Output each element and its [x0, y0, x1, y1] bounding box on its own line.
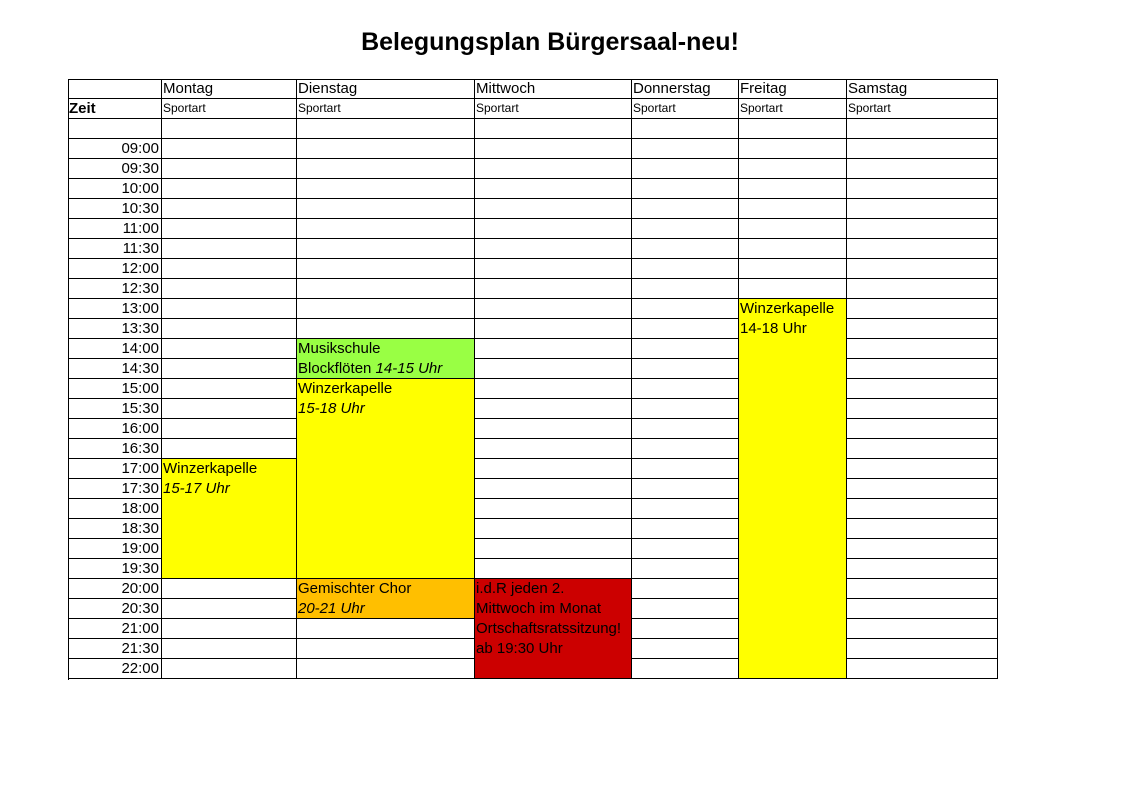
schedule-cell	[632, 279, 739, 299]
schedule-cell	[475, 239, 632, 259]
schedule-cell	[847, 559, 998, 579]
sportart-label: Sportart	[739, 99, 847, 119]
schedule-cell	[632, 639, 739, 659]
schedule-cell	[739, 259, 847, 279]
schedule-cell	[162, 639, 297, 659]
schedule-cell	[475, 439, 632, 459]
schedule-cell	[632, 379, 739, 399]
day-header-dienstag: Dienstag	[297, 79, 475, 99]
schedule-cell	[847, 259, 998, 279]
spacer-cell	[739, 119, 847, 139]
schedule-cell	[162, 339, 297, 359]
schedule-cell	[632, 179, 739, 199]
schedule-cell	[162, 199, 297, 219]
time-label: 15:30	[68, 399, 162, 419]
time-label: 12:30	[68, 279, 162, 299]
header-corner-cell	[68, 79, 162, 99]
time-label: 16:30	[68, 439, 162, 459]
time-label: 20:30	[68, 599, 162, 619]
day-header-mittwoch: Mittwoch	[475, 79, 632, 99]
schedule-cell	[632, 339, 739, 359]
schedule-cell	[162, 579, 297, 599]
schedule-cell	[847, 359, 998, 379]
schedule-cell	[847, 639, 998, 659]
schedule-cell	[162, 259, 297, 279]
spacer-cell	[297, 119, 475, 139]
schedule-cell	[847, 439, 998, 459]
schedule-cell	[162, 279, 297, 299]
schedule-cell	[847, 499, 998, 519]
sportart-label: Sportart	[162, 99, 297, 119]
time-label: 09:00	[68, 139, 162, 159]
schedule-cell	[475, 359, 632, 379]
schedule-cell	[297, 159, 475, 179]
event-text-line: Blockflöten 14-15 Uhr	[298, 360, 443, 377]
schedule-cell	[632, 579, 739, 599]
time-label: 13:30	[68, 319, 162, 339]
schedule-cell	[739, 279, 847, 299]
schedule-cell	[475, 259, 632, 279]
schedule-cell	[632, 319, 739, 339]
day-header-donnerstag: Donnerstag	[632, 79, 739, 99]
schedule-cell	[847, 619, 998, 639]
schedule-cell	[847, 159, 998, 179]
schedule-cell	[297, 259, 475, 279]
schedule-cell	[847, 279, 998, 299]
schedule-cell	[847, 459, 998, 479]
time-label: 10:00	[68, 179, 162, 199]
schedule-cell	[475, 179, 632, 199]
event-ortschaftsratssitzung	[474, 578, 632, 679]
event-text-line: Musikschule	[298, 340, 381, 357]
schedule-cell	[632, 619, 739, 639]
event-text-line: 14-18 Uhr	[740, 320, 807, 337]
schedule-cell	[847, 519, 998, 539]
sportart-label: Sportart	[632, 99, 739, 119]
time-label: 21:00	[68, 619, 162, 639]
schedule-cell	[475, 459, 632, 479]
schedule-cell	[475, 519, 632, 539]
schedule-cell	[162, 239, 297, 259]
schedule-cell	[297, 639, 475, 659]
schedule-cell	[162, 159, 297, 179]
spacer-cell	[632, 119, 739, 139]
schedule-cell	[297, 619, 475, 639]
time-label: 22:00	[68, 659, 162, 679]
schedule-cell	[475, 319, 632, 339]
schedule-cell	[162, 439, 297, 459]
schedule-cell	[847, 579, 998, 599]
event-text-line: i.d.R jeden 2.	[476, 580, 565, 597]
event-text-line: Winzerkapelle	[298, 380, 393, 397]
schedule-cell	[162, 419, 297, 439]
schedule-cell	[847, 379, 998, 399]
schedule-cell	[847, 419, 998, 439]
schedule-cell	[632, 199, 739, 219]
spacer-cell	[475, 119, 632, 139]
event-text-line: 20-21 Uhr	[298, 600, 365, 617]
event-winzerkapelle-montag	[161, 458, 297, 579]
time-label: 14:00	[68, 339, 162, 359]
schedule-cell	[475, 419, 632, 439]
schedule-cell	[847, 299, 998, 319]
schedule-cell	[162, 659, 297, 679]
schedule-cell	[632, 439, 739, 459]
event-text-line: Winzerkapelle	[740, 300, 835, 317]
schedule-cell	[297, 239, 475, 259]
event-winzerkapelle-dienstag	[296, 378, 475, 579]
schedule-cell	[847, 199, 998, 219]
zeit-header: Zeit	[68, 99, 162, 119]
schedule-cell	[475, 219, 632, 239]
time-label: 13:00	[68, 299, 162, 319]
schedule-cell	[475, 299, 632, 319]
time-label: 15:00	[68, 379, 162, 399]
schedule-cell	[162, 299, 297, 319]
schedule-cell	[475, 399, 632, 419]
schedule-cell	[162, 379, 297, 399]
page-title: Belegungsplan Bürgersaal-neu!	[361, 28, 739, 56]
time-label: 18:00	[68, 499, 162, 519]
spacer-cell	[847, 119, 998, 139]
time-label: 16:00	[68, 419, 162, 439]
schedule-cell	[847, 239, 998, 259]
event-text-line: Gemischter Chor	[298, 580, 412, 597]
schedule-cell	[162, 399, 297, 419]
schedule-cell	[847, 219, 998, 239]
schedule-cell	[162, 359, 297, 379]
time-label: 11:00	[68, 219, 162, 239]
schedule-cell	[847, 539, 998, 559]
sportart-label: Sportart	[847, 99, 998, 119]
schedule-cell	[162, 599, 297, 619]
schedule-cell	[632, 519, 739, 539]
schedule-cell	[632, 599, 739, 619]
schedule-cell	[297, 299, 475, 319]
schedule-cell	[162, 179, 297, 199]
time-label: 17:30	[68, 479, 162, 499]
schedule-cell	[632, 159, 739, 179]
schedule-cell	[475, 139, 632, 159]
schedule-cell	[632, 459, 739, 479]
event-text-line: Ortschaftsratssitzung!	[476, 620, 622, 637]
schedule-cell	[297, 659, 475, 679]
schedule-cell	[632, 219, 739, 239]
sportart-label: Sportart	[475, 99, 632, 119]
time-label: 14:30	[68, 359, 162, 379]
day-header-montag: Montag	[162, 79, 297, 99]
event-musikschule	[296, 338, 475, 379]
schedule-cell	[632, 479, 739, 499]
schedule-cell	[847, 599, 998, 619]
schedule-cell	[847, 179, 998, 199]
schedule-grid	[68, 79, 998, 680]
schedule-cell	[632, 239, 739, 259]
time-label: 21:30	[68, 639, 162, 659]
schedule-cell	[297, 319, 475, 339]
schedule-cell	[475, 539, 632, 559]
schedule-cell	[475, 559, 632, 579]
schedule-cell	[632, 299, 739, 319]
schedule-cell	[632, 139, 739, 159]
time-label: 09:30	[68, 159, 162, 179]
schedule-cell	[739, 199, 847, 219]
schedule-cell	[475, 279, 632, 299]
schedule-cell	[632, 659, 739, 679]
schedule-cell	[475, 479, 632, 499]
event-text-line: 15-17 Uhr	[163, 480, 230, 497]
time-label: 19:00	[68, 539, 162, 559]
time-label: 10:30	[68, 199, 162, 219]
schedule-cell	[847, 339, 998, 359]
time-label: 11:30	[68, 239, 162, 259]
schedule-cell	[162, 219, 297, 239]
schedule-cell	[297, 199, 475, 219]
time-label: 12:00	[68, 259, 162, 279]
event-text-line: Mittwoch im Monat	[476, 600, 602, 617]
schedule-cell	[739, 139, 847, 159]
schedule-cell	[632, 559, 739, 579]
schedule-cell	[297, 179, 475, 199]
event-text-line: 15-18 Uhr	[298, 400, 365, 417]
day-header-freitag: Freitag	[739, 79, 847, 99]
schedule-cell	[162, 619, 297, 639]
time-label: 18:30	[68, 519, 162, 539]
schedule-cell	[632, 399, 739, 419]
schedule-cell	[847, 479, 998, 499]
time-label: 20:00	[68, 579, 162, 599]
schedule-cell	[739, 179, 847, 199]
schedule-cell	[632, 259, 739, 279]
schedule-cell	[847, 399, 998, 419]
event-gemischter-chor	[296, 578, 475, 619]
schedule-cell	[297, 279, 475, 299]
schedule-cell	[632, 419, 739, 439]
day-header-samstag: Samstag	[847, 79, 998, 99]
schedule-cell	[475, 199, 632, 219]
schedule-cell	[475, 379, 632, 399]
schedule-cell	[475, 159, 632, 179]
schedule-cell	[847, 659, 998, 679]
schedule-cell	[162, 319, 297, 339]
schedule-cell	[739, 239, 847, 259]
schedule-cell	[475, 499, 632, 519]
schedule-cell	[847, 139, 998, 159]
schedule-cell	[632, 359, 739, 379]
time-label: 17:00	[68, 459, 162, 479]
schedule-cell	[162, 139, 297, 159]
event-winzerkapelle-freitag	[738, 298, 847, 679]
schedule-cell	[297, 219, 475, 239]
sportart-label: Sportart	[297, 99, 475, 119]
time-label: 19:30	[68, 559, 162, 579]
schedule-cell	[475, 339, 632, 359]
spacer-cell	[162, 119, 297, 139]
schedule-cell	[632, 539, 739, 559]
schedule-cell	[739, 159, 847, 179]
schedule-cell	[739, 219, 847, 239]
event-text-line: ab 19:30 Uhr	[476, 640, 563, 657]
schedule-cell	[632, 499, 739, 519]
schedule-cell	[297, 139, 475, 159]
spacer-cell	[68, 119, 162, 139]
event-text-line: Winzerkapelle	[163, 460, 258, 477]
schedule-cell	[847, 319, 998, 339]
